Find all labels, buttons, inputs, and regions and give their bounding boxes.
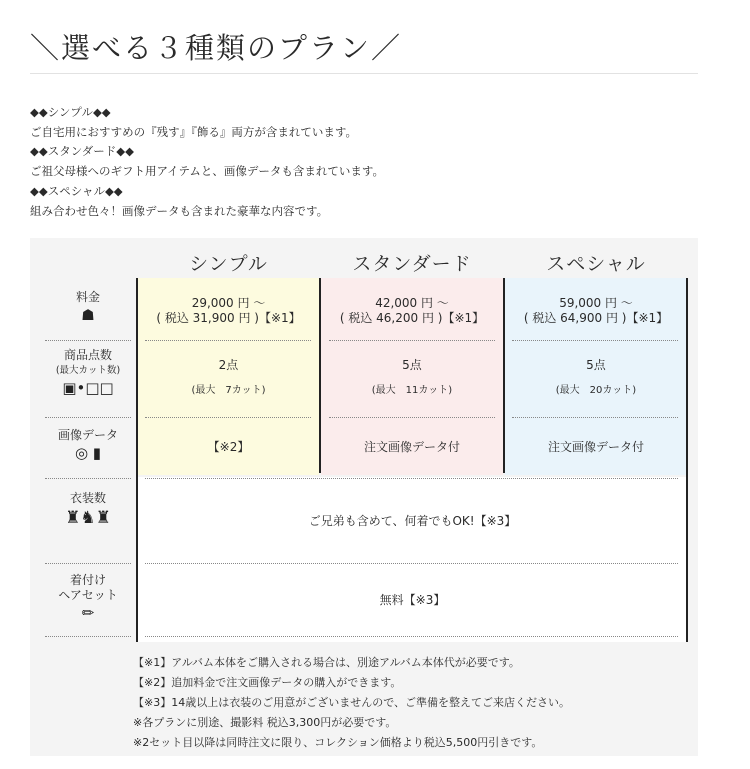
- price-standard-main: 42,000 円 ～: [375, 296, 449, 310]
- intro-simple-heading: ◆◆シンプル◆◆: [30, 105, 111, 119]
- image-data-standard: 注文画像データ付: [363, 440, 460, 454]
- row-label-price: [42, 290, 134, 325]
- plan-header-simple: シンプル: [189, 253, 268, 275]
- camera-album-icon: ▣•□□: [62, 379, 114, 397]
- row-divider: [145, 417, 311, 418]
- dressing-label-line1: 着付け: [69, 573, 106, 587]
- plan-header-special: スペシャル: [546, 253, 646, 275]
- price-special-tax: ( 税込 64,900 円 )【※1】: [523, 311, 669, 325]
- price-standard: [321, 296, 503, 326]
- intro-simple-text: ご自宅用におすすめの『残す』『飾る』両方が含まれています。: [30, 124, 357, 139]
- price-simple: [138, 296, 319, 326]
- items-standard-cuts: (最大 11カット): [371, 385, 453, 396]
- price-special: [505, 296, 687, 326]
- footnote-4: ※各プランに別途、撮影料 税込3,300円が必要です。: [133, 716, 397, 729]
- plan-header-standard: スタンダード: [352, 253, 472, 275]
- page-title: ＼選べる３種類のプラン／: [30, 31, 403, 65]
- row-divider: [45, 478, 131, 479]
- image-data-simple: 【※2】: [207, 440, 250, 454]
- price-standard-tax: ( 税込 46,200 円 )【※1】: [339, 311, 485, 325]
- intro-standard-heading: ◆◆スタンダード◆◆: [30, 144, 134, 159]
- footnotes: [133, 653, 570, 753]
- row-divider: [145, 563, 678, 564]
- clothing-icon: ♜♞♜: [65, 508, 111, 528]
- row-divider: [45, 417, 131, 418]
- items-special: [505, 358, 687, 398]
- footnote-5: ※2セット目以降は同時注文に限り、コレクション価格より税込5,500円引きです。: [133, 736, 543, 749]
- price-simple-main: 29,000 円 ～: [191, 296, 266, 310]
- dressing-value: 無料【※3】: [379, 593, 446, 607]
- price-special-main: 59,000 円 ～: [559, 296, 633, 310]
- intro-special-text: 組み合わせ色々！画像データも含まれた豪華な内容です。: [30, 203, 329, 218]
- price-simple-tax: ( 税込 31,900 円 )【※1】: [156, 311, 301, 325]
- footnote-3: 【※3】14歳以上は衣装のご用意がございませんので、ご準備を整えてご来店ください。: [133, 696, 570, 709]
- title-divider: [30, 73, 698, 74]
- hair-iron-icon: ✏: [81, 604, 95, 622]
- footnote-2: 【※2】追加料金で注文画像データの購入ができます。: [133, 676, 402, 689]
- price-label: 料金: [75, 290, 100, 304]
- image-data-special: 注文画像データ付: [547, 440, 644, 454]
- items-simple-count: 2点: [218, 358, 239, 372]
- row-label-costume: [42, 491, 134, 530]
- row-divider: [329, 417, 495, 418]
- row-label-dressing: [42, 573, 134, 623]
- row-divider: [329, 340, 495, 341]
- row-divider: [145, 478, 678, 479]
- image-data-label: 画像データ: [57, 428, 118, 442]
- items-simple-cuts: (最大 7カット): [191, 385, 266, 396]
- footnote-1: 【※1】アルバム本体をご購入される場合は、別途アルバム本体代が必要です。: [133, 656, 520, 669]
- costume-label: 衣装数: [69, 491, 106, 505]
- row-label-items: [42, 348, 134, 398]
- row-divider: [45, 636, 131, 637]
- column-divider: [686, 278, 688, 642]
- intro-standard-text: ご祖父母様へのギフト用アイテムと、画像データも含まれています。: [30, 164, 384, 179]
- costume-value: ご兄弟も含めて、何着でもOK!【※3】: [308, 514, 517, 528]
- items-standard: [321, 358, 503, 398]
- shared-rows-bg: [138, 477, 687, 642]
- row-label-image-data: [42, 428, 134, 463]
- column-divider: [136, 278, 138, 642]
- row-divider: [145, 636, 678, 637]
- items-special-cuts: (最大 20カット): [555, 385, 637, 396]
- items-label-sub: (最大カット数): [55, 365, 121, 376]
- items-simple: [138, 358, 319, 398]
- money-bag-icon: ☗: [81, 306, 95, 324]
- items-special-count: 5点: [586, 358, 606, 372]
- row-divider: [512, 417, 678, 418]
- plan-intro: [30, 103, 384, 221]
- intro-special-heading: ◆◆スペシャル◆◆: [30, 183, 123, 198]
- row-divider: [512, 340, 678, 341]
- disc-phone-icon: ◎ ▮: [74, 444, 102, 462]
- dressing-label-line2: ヘアセット: [58, 588, 118, 602]
- row-divider: [45, 563, 131, 564]
- row-divider: [45, 340, 131, 341]
- items-standard-count: 5点: [402, 358, 422, 372]
- items-label: 商品点数: [63, 348, 112, 362]
- row-divider: [145, 340, 311, 341]
